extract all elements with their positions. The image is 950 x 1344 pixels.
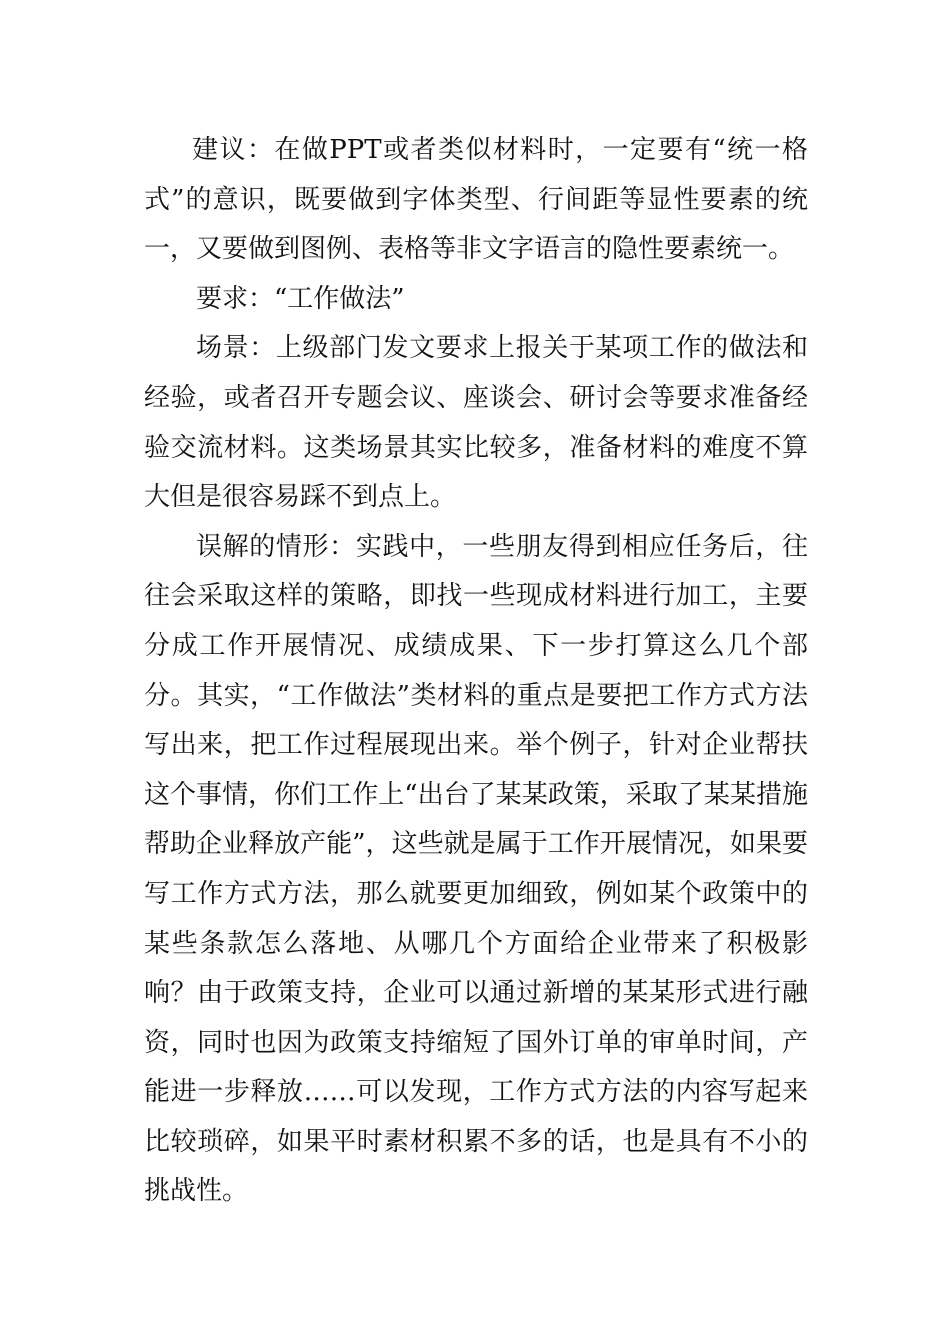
paragraph-misunderstanding: 误解的情形：实践中，一些朋友得到相应任务后，往往会采取这样的策略，即找一些现成材料进行加工，主要分成工作开展情况、成绩成果、下一步打算这么几个部分。其实，“工作做法”类材料的重点是要把工作方式方法写出来，把工作过程展现出来。举个例子，针对企业帮扶这个事情，你们工作上“出台了某某政策，采取了某某措施帮助企业释放产能”，这些就是属于工作开展情况，如果要写工作方式方法，那么就要更加细致，例如某个政策中的某些条款怎么落地、从哪几个方面给企业带来了积极影响？由于政策支持，企业可以通过新增的某某形式进行融资，同时也因为政策支持缩短了国外订单的审单时间，产能进一步释放……可以发现，工作方式方法的内容写起来比较琐碎，如果平时素材积累不多的话，也是具有不小的挑战性。 — [144, 531, 808, 1207]
paragraph-requirement: 要求：“工作做法” — [196, 283, 405, 314]
document-body — [144, 126, 808, 1217]
paragraph-scenario: 场景：上级部门发文要求上报关于某项工作的做法和经验，或者召开专题会议、座谈会、研讨会等要求准备经验交流材料。这类场景其实比较多，准备材料的难度不算大但是很容易踩不到点上。 — [144, 333, 808, 513]
paragraph-suggestion: 建议：在做PPT或者类似材料时，一定要有“统一格式”的意识，既要做到字体类型、行间距等显性要素的统一，又要做到图例、表格等非文字语言的隐性要素统一。 — [144, 135, 808, 265]
